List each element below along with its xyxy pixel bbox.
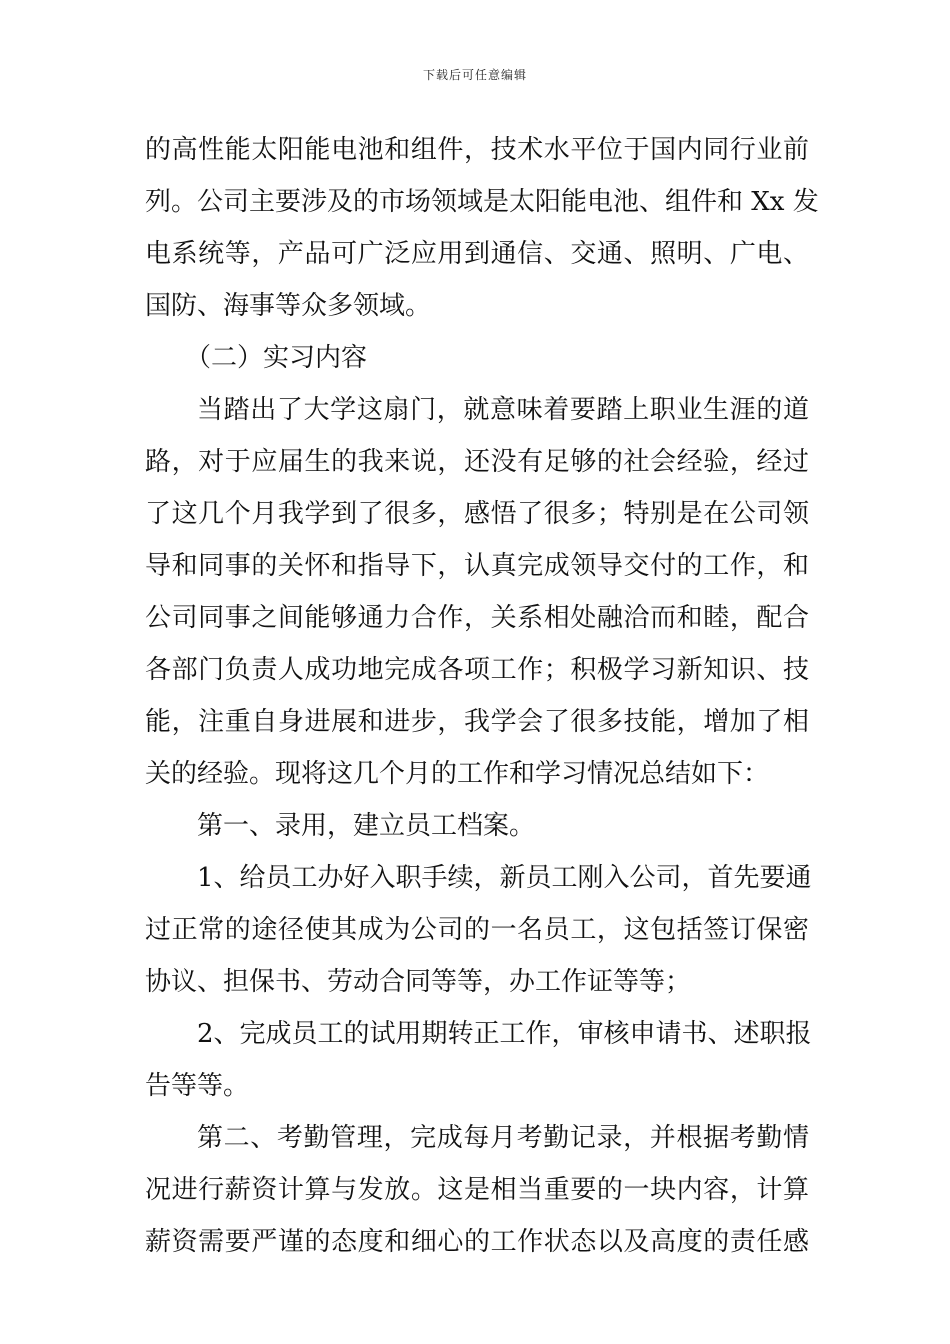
text-line: 况进行薪资计算与发放。这是相当重要的一块内容，计算 [145,1175,809,1205]
page-header: 下载后可任意编辑 [422,68,527,82]
section-heading: （二）实习内容 [185,343,368,373]
text-line: 导和同事的关怀和指导下，认真完成领导交付的工作，和 [145,551,809,581]
text-line: 过正常的途径使其成为公司的一名员工，这包括签订保密 [145,915,809,945]
text-line: 1、给员工办好入职手续，新员工刚入公司，首先要通 [197,863,812,893]
text-line: 列。公司主要涉及的市场领域是太阳能电池、组件和 Xx 发 [145,187,819,217]
text-line: 能，注重自身进展和进步，我学会了很多技能，增加了相 [145,707,809,737]
text-line: 协议、担保书、劳动合同等等，办工作证等等； [145,967,692,997]
text-line: 了这几个月我学到了很多，感悟了很多；特别是在公司领 [145,499,809,529]
text-line: 关的经验。现将这几个月的工作和学习情况总结如下： [145,759,770,789]
text-line: 公司同事之间能够通力合作，关系相处融洽而和睦，配合 [145,603,809,633]
text-line: 2、完成员工的试用期转正工作，审核申请书、述职报 [197,1019,812,1049]
text-line: 的高性能太阳能电池和组件，技术水平位于国内同行业前 [145,135,809,165]
body-text [145,124,819,1268]
text-line: 第一、录用，建立员工档案。 [197,811,536,841]
text-line: 告等等。 [145,1071,250,1101]
text-line: 各部门负责人成功地完成各项工作；积极学习新知识、技 [145,655,809,685]
text-line: 当踏出了大学这扇门，就意味着要踏上职业生涯的道 [197,395,809,425]
text-line: 电系统等，产品可广泛应用到通信、交通、照明、广电、 [145,239,809,269]
text-line: 路，对于应届生的我来说，还没有足够的社会经验，经过 [145,447,809,477]
text-line: 薪资需要严谨的态度和细心的工作状态以及高度的责任感 [145,1227,809,1257]
text-line: 国防、海事等众多领域。 [145,291,432,321]
text-line: 第二、考勤管理，完成每月考勤记录，并根据考勤情 [197,1123,809,1153]
